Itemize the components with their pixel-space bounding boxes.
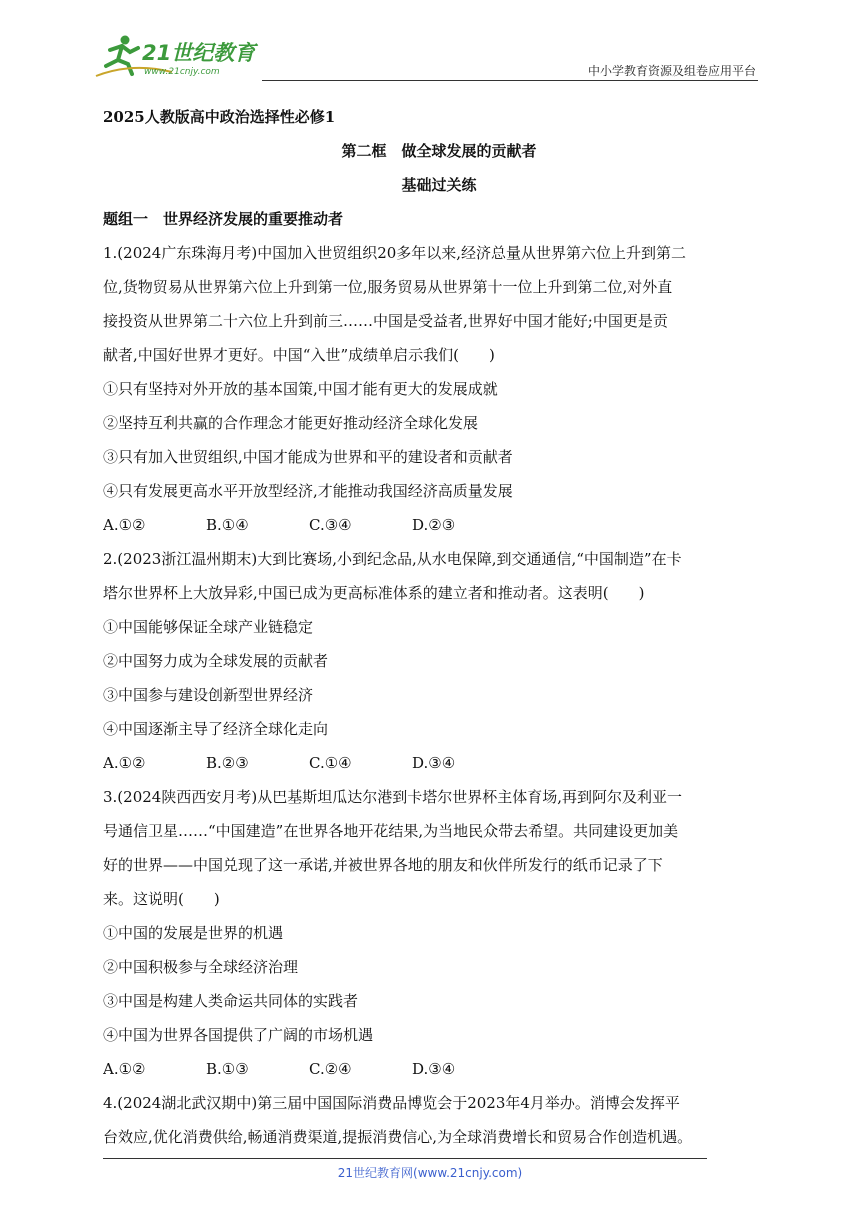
document-body bbox=[103, 100, 775, 1154]
question-item: ④只有发展更高水平开放型经济,才能推动我国经济高质量发展 bbox=[103, 482, 513, 500]
option-d: D.②③ bbox=[412, 516, 456, 534]
option-b: B.①④ bbox=[206, 516, 249, 534]
question-stem-line: 位,货物贸易从世界第六位上升到第一位,服务贸易从世界第十一位上升到第二位,对外直 bbox=[103, 278, 673, 296]
series-title: 2025人教版高中政治选择性必修1 bbox=[103, 108, 336, 126]
section-title: 第二框 做全球发展的贡献者 bbox=[341, 142, 537, 160]
platform-name: 中小学教育资源及组卷应用平台 bbox=[587, 64, 756, 78]
question-item: ①中国能够保证全球产业链稳定 bbox=[103, 618, 314, 636]
option-d: D.③④ bbox=[412, 1060, 456, 1078]
footer-link[interactable]: 21世纪教育网(www.21cnjy.com) bbox=[337, 1166, 523, 1180]
option-b: B.①③ bbox=[206, 1060, 249, 1078]
question-item: ③中国是构建人类命运共同体的实践者 bbox=[103, 992, 359, 1010]
answer-options bbox=[103, 508, 775, 542]
logo-main-text: 21世纪教育 bbox=[142, 41, 256, 65]
question-item: ④中国为世界各国提供了广阔的市场机遇 bbox=[103, 1026, 374, 1044]
question-stem-line: 好的世界——中国兑现了这一承诺,并被世界各地的朋友和伙伴所发行的纸币记录了下 bbox=[103, 856, 663, 874]
question-stem-line: 1.(2024广东珠海月考)中国加入世贸组织20多年以来,经济总量从世界第六位上升到第二 bbox=[103, 244, 687, 262]
header-divider bbox=[262, 80, 758, 81]
page-header bbox=[0, 0, 860, 84]
question-item: ④中国逐渐主导了经济全球化走向 bbox=[103, 720, 329, 738]
question-item: ③中国参与建设创新型世界经济 bbox=[103, 686, 314, 704]
question-stem-line: 3.(2024陕西西安月考)从巴基斯坦瓜达尔港到卡塔尔世界杯主体育场,再到阿尔及利亚一 bbox=[103, 788, 682, 806]
question-stem-line: 2.(2023浙江温州期末)大到比赛场,小到纪念品,从水电保障,到交通通信,“中国制造”在卡 bbox=[103, 550, 682, 568]
question-item: ①只有坚持对外开放的基本国策,中国才能有更大的发展成就 bbox=[103, 380, 498, 398]
site-logo[interactable] bbox=[92, 32, 262, 80]
group-title: 题组一 世界经济发展的重要推动者 bbox=[103, 210, 344, 228]
sub-title: 基础过关练 bbox=[401, 176, 477, 194]
question-stem-line: 号通信卫星……“中国建造”在世界各地开花结果,为当地民众带去希望。共同建设更加美 bbox=[103, 822, 679, 840]
question-stem-line: 接投资从世界第二十六位上升到前三……中国是受益者,世界好中国才能好;中国更是贡 bbox=[103, 312, 668, 330]
question-4 bbox=[103, 1086, 775, 1154]
question-stem-line: 4.(2024湖北武汉期中)第三届中国国际消费品博览会于2023年4月举办。消博会发挥平 bbox=[103, 1094, 680, 1112]
answer-options bbox=[103, 1052, 775, 1086]
question-1 bbox=[103, 236, 775, 542]
question-stem-line: 台效应,优化消费供给,畅通消费渠道,提振消费信心,为全球消费增长和贸易合作创造机遇。 bbox=[103, 1128, 693, 1146]
option-b: B.②③ bbox=[206, 754, 249, 772]
footer-divider bbox=[103, 1158, 707, 1159]
question-item: ②中国努力成为全球发展的贡献者 bbox=[103, 652, 329, 670]
runner-logo-icon bbox=[92, 32, 262, 80]
option-a: A.①② bbox=[103, 1060, 146, 1078]
option-c: C.①④ bbox=[309, 754, 352, 772]
option-d: D.③④ bbox=[412, 754, 456, 772]
question-item: ②坚持互利共赢的合作理念才能更好推动经济全球化发展 bbox=[103, 414, 479, 432]
question-item: ③只有加入世贸组织,中国才能成为世界和平的建设者和贡献者 bbox=[103, 448, 513, 466]
answer-options bbox=[103, 746, 775, 780]
question-stem-line: 献者,中国好世界才更好。中国“入世”成绩单启示我们( ) bbox=[103, 346, 495, 364]
option-c: C.③④ bbox=[309, 516, 352, 534]
question-3 bbox=[103, 780, 775, 1086]
option-a: A.①② bbox=[103, 754, 146, 772]
question-2 bbox=[103, 542, 775, 780]
option-a: A.①② bbox=[103, 516, 146, 534]
question-stem-line: 塔尔世界杯上大放异彩,中国已成为更高标准体系的建立者和推动者。这表明( ) bbox=[103, 584, 645, 602]
logo-url-text: www.21cnjy.com bbox=[144, 67, 220, 77]
question-item: ①中国的发展是世界的机遇 bbox=[103, 924, 284, 942]
option-c: C.②④ bbox=[309, 1060, 352, 1078]
question-stem-line: 来。这说明( ) bbox=[103, 890, 220, 908]
question-item: ②中国积极参与全球经济治理 bbox=[103, 958, 299, 976]
